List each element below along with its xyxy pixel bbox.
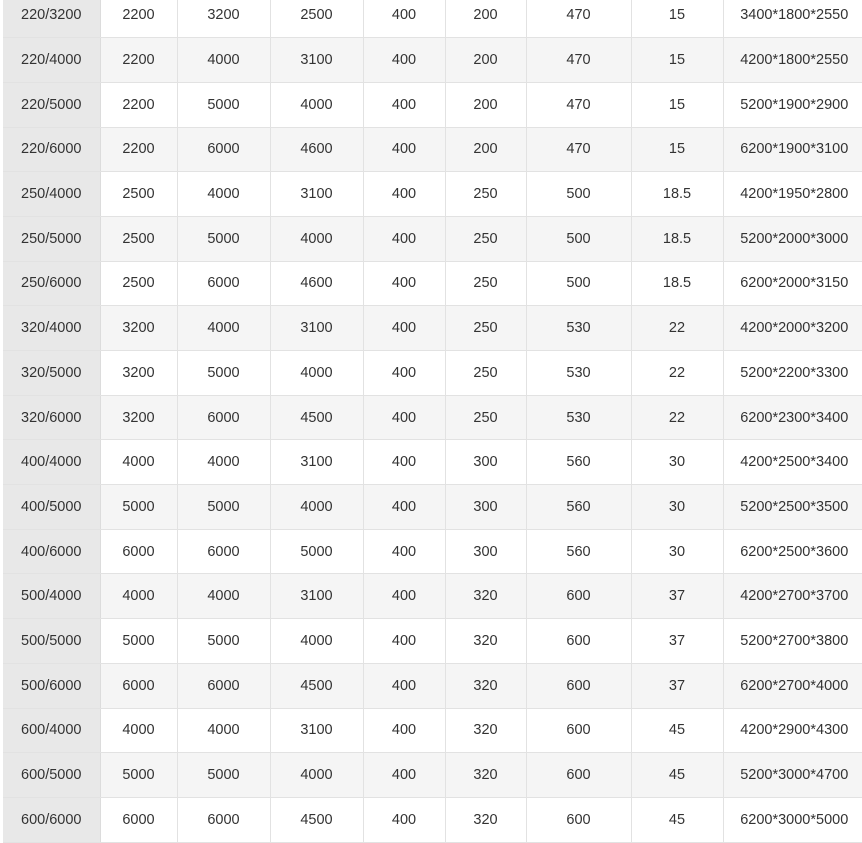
value-cell: 18.5: [631, 261, 723, 306]
dimensions-cell: 6200*2700*4000: [723, 663, 862, 708]
value-cell: 400: [363, 395, 445, 440]
value-cell: 400: [363, 38, 445, 83]
value-cell: 250: [445, 261, 526, 306]
value-cell: 320: [445, 574, 526, 619]
value-cell: 400: [363, 753, 445, 798]
table-row: [3, 38, 862, 83]
value-cell: 2500: [100, 216, 177, 261]
table-row: [3, 306, 862, 351]
dimensions-cell: 5200*2500*3500: [723, 485, 862, 530]
value-cell: 3100: [270, 172, 363, 217]
value-cell: 470: [526, 0, 631, 38]
value-cell: 3200: [100, 395, 177, 440]
value-cell: 15: [631, 82, 723, 127]
value-cell: 5000: [177, 619, 270, 664]
model-cell: 600/5000: [3, 753, 100, 798]
value-cell: 6000: [177, 395, 270, 440]
dimensions-cell: 5200*3000*4700: [723, 753, 862, 798]
dimensions-cell: 6200*2300*3400: [723, 395, 862, 440]
value-cell: 500: [526, 216, 631, 261]
value-cell: 2500: [100, 261, 177, 306]
value-cell: 6000: [177, 261, 270, 306]
value-cell: 2200: [100, 127, 177, 172]
value-cell: 600: [526, 708, 631, 753]
value-cell: 400: [363, 306, 445, 351]
model-cell: 400/4000: [3, 440, 100, 485]
value-cell: 4000: [177, 306, 270, 351]
dimensions-cell: 5200*2000*3000: [723, 216, 862, 261]
value-cell: 250: [445, 306, 526, 351]
value-cell: 500: [526, 172, 631, 217]
value-cell: 560: [526, 529, 631, 574]
value-cell: 200: [445, 38, 526, 83]
value-cell: 600: [526, 619, 631, 664]
value-cell: 560: [526, 485, 631, 530]
value-cell: 4000: [100, 440, 177, 485]
value-cell: 4000: [270, 619, 363, 664]
table-row: [3, 351, 862, 396]
value-cell: 6000: [177, 127, 270, 172]
value-cell: 45: [631, 797, 723, 842]
dimensions-cell: 5200*1900*2900: [723, 82, 862, 127]
model-cell: 500/5000: [3, 619, 100, 664]
model-cell: 220/4000: [3, 38, 100, 83]
value-cell: 470: [526, 82, 631, 127]
model-cell: 220/3200: [3, 0, 100, 38]
model-cell: 600/4000: [3, 708, 100, 753]
value-cell: 320: [445, 619, 526, 664]
value-cell: 400: [363, 216, 445, 261]
spec-table: [3, 0, 862, 843]
value-cell: 4000: [177, 440, 270, 485]
value-cell: 3100: [270, 708, 363, 753]
dimensions-cell: 4200*1950*2800: [723, 172, 862, 217]
value-cell: 400: [363, 663, 445, 708]
value-cell: 4600: [270, 261, 363, 306]
value-cell: 600: [526, 797, 631, 842]
value-cell: 3200: [177, 0, 270, 38]
value-cell: 560: [526, 440, 631, 485]
value-cell: 3200: [100, 351, 177, 396]
dimensions-cell: 5200*2200*3300: [723, 351, 862, 396]
value-cell: 4000: [100, 574, 177, 619]
value-cell: 400: [363, 261, 445, 306]
dimensions-cell: 4200*2900*4300: [723, 708, 862, 753]
table-row: [3, 0, 862, 38]
value-cell: 500: [526, 261, 631, 306]
value-cell: 4500: [270, 797, 363, 842]
value-cell: 5000: [177, 351, 270, 396]
value-cell: 3100: [270, 306, 363, 351]
value-cell: 200: [445, 0, 526, 38]
value-cell: 5000: [100, 485, 177, 530]
value-cell: 4000: [270, 351, 363, 396]
value-cell: 400: [363, 574, 445, 619]
value-cell: 400: [363, 529, 445, 574]
value-cell: 6000: [177, 663, 270, 708]
value-cell: 6000: [100, 529, 177, 574]
model-cell: 320/5000: [3, 351, 100, 396]
table-row: [3, 82, 862, 127]
value-cell: 5000: [100, 619, 177, 664]
value-cell: 300: [445, 529, 526, 574]
model-cell: 220/6000: [3, 127, 100, 172]
value-cell: 2200: [100, 0, 177, 38]
value-cell: 37: [631, 619, 723, 664]
dimensions-cell: 4200*2000*3200: [723, 306, 862, 351]
table-row: [3, 261, 862, 306]
value-cell: 4000: [100, 708, 177, 753]
model-cell: 600/6000: [3, 797, 100, 842]
table-row: [3, 529, 862, 574]
value-cell: 320: [445, 663, 526, 708]
value-cell: 600: [526, 663, 631, 708]
value-cell: 320: [445, 708, 526, 753]
model-cell: 500/4000: [3, 574, 100, 619]
value-cell: 530: [526, 395, 631, 440]
value-cell: 300: [445, 485, 526, 530]
value-cell: 4000: [270, 82, 363, 127]
value-cell: 4500: [270, 395, 363, 440]
value-cell: 6000: [100, 797, 177, 842]
value-cell: 4000: [270, 216, 363, 261]
value-cell: 250: [445, 395, 526, 440]
value-cell: 320: [445, 797, 526, 842]
model-cell: 250/5000: [3, 216, 100, 261]
value-cell: 15: [631, 38, 723, 83]
table-row: [3, 663, 862, 708]
value-cell: 250: [445, 172, 526, 217]
value-cell: 37: [631, 663, 723, 708]
table-row: [3, 485, 862, 530]
value-cell: 300: [445, 440, 526, 485]
value-cell: 5000: [177, 753, 270, 798]
value-cell: 6000: [100, 663, 177, 708]
value-cell: 600: [526, 574, 631, 619]
table-row: [3, 395, 862, 440]
value-cell: 4000: [177, 38, 270, 83]
value-cell: 18.5: [631, 172, 723, 217]
value-cell: 30: [631, 485, 723, 530]
value-cell: 3100: [270, 574, 363, 619]
table-row: [3, 797, 862, 842]
model-cell: 250/6000: [3, 261, 100, 306]
value-cell: 45: [631, 753, 723, 798]
table-body: [3, 0, 862, 842]
value-cell: 2200: [100, 82, 177, 127]
table-row: [3, 574, 862, 619]
value-cell: 3100: [270, 440, 363, 485]
value-cell: 400: [363, 485, 445, 530]
value-cell: 2200: [100, 38, 177, 83]
table-row: [3, 753, 862, 798]
model-cell: 320/4000: [3, 306, 100, 351]
value-cell: 2500: [270, 0, 363, 38]
dimensions-cell: 6200*1900*3100: [723, 127, 862, 172]
value-cell: 22: [631, 351, 723, 396]
table-row: [3, 619, 862, 664]
value-cell: 250: [445, 351, 526, 396]
value-cell: 530: [526, 306, 631, 351]
value-cell: 320: [445, 753, 526, 798]
value-cell: 400: [363, 127, 445, 172]
value-cell: 2500: [100, 172, 177, 217]
value-cell: 400: [363, 619, 445, 664]
value-cell: 15: [631, 127, 723, 172]
value-cell: 250: [445, 216, 526, 261]
value-cell: 4600: [270, 127, 363, 172]
model-cell: 250/4000: [3, 172, 100, 217]
value-cell: 30: [631, 440, 723, 485]
value-cell: 22: [631, 395, 723, 440]
model-cell: 320/6000: [3, 395, 100, 440]
value-cell: 400: [363, 351, 445, 396]
value-cell: 4000: [177, 172, 270, 217]
value-cell: 4000: [177, 574, 270, 619]
dimensions-cell: 6200*3000*5000: [723, 797, 862, 842]
dimensions-cell: 5200*2700*3800: [723, 619, 862, 664]
model-cell: 400/6000: [3, 529, 100, 574]
table-row: [3, 172, 862, 217]
value-cell: 30: [631, 529, 723, 574]
value-cell: 470: [526, 127, 631, 172]
table-row: [3, 216, 862, 261]
value-cell: 400: [363, 82, 445, 127]
value-cell: 4500: [270, 663, 363, 708]
value-cell: 4000: [270, 753, 363, 798]
value-cell: 5000: [177, 216, 270, 261]
value-cell: 22: [631, 306, 723, 351]
value-cell: 5000: [177, 82, 270, 127]
value-cell: 5000: [270, 529, 363, 574]
value-cell: 470: [526, 38, 631, 83]
value-cell: 45: [631, 708, 723, 753]
value-cell: 37: [631, 574, 723, 619]
model-cell: 220/5000: [3, 82, 100, 127]
value-cell: 400: [363, 797, 445, 842]
model-cell: 500/6000: [3, 663, 100, 708]
value-cell: 400: [363, 708, 445, 753]
value-cell: 6000: [177, 797, 270, 842]
value-cell: 530: [526, 351, 631, 396]
dimensions-cell: 4200*2500*3400: [723, 440, 862, 485]
value-cell: 600: [526, 753, 631, 798]
value-cell: 6000: [177, 529, 270, 574]
value-cell: 4000: [270, 485, 363, 530]
value-cell: 4000: [177, 708, 270, 753]
value-cell: 200: [445, 82, 526, 127]
dimensions-cell: 6200*2500*3600: [723, 529, 862, 574]
dimensions-cell: 4200*2700*3700: [723, 574, 862, 619]
value-cell: 400: [363, 0, 445, 38]
table-row: [3, 127, 862, 172]
value-cell: 400: [363, 440, 445, 485]
value-cell: 5000: [177, 485, 270, 530]
value-cell: 15: [631, 0, 723, 38]
dimensions-cell: 4200*1800*2550: [723, 38, 862, 83]
value-cell: 5000: [100, 753, 177, 798]
value-cell: 3100: [270, 38, 363, 83]
table-row: [3, 440, 862, 485]
dimensions-cell: 6200*2000*3150: [723, 261, 862, 306]
table-row: [3, 708, 862, 753]
value-cell: 400: [363, 172, 445, 217]
value-cell: 200: [445, 127, 526, 172]
value-cell: 18.5: [631, 216, 723, 261]
model-cell: 400/5000: [3, 485, 100, 530]
value-cell: 3200: [100, 306, 177, 351]
dimensions-cell: 3400*1800*2550: [723, 0, 862, 38]
